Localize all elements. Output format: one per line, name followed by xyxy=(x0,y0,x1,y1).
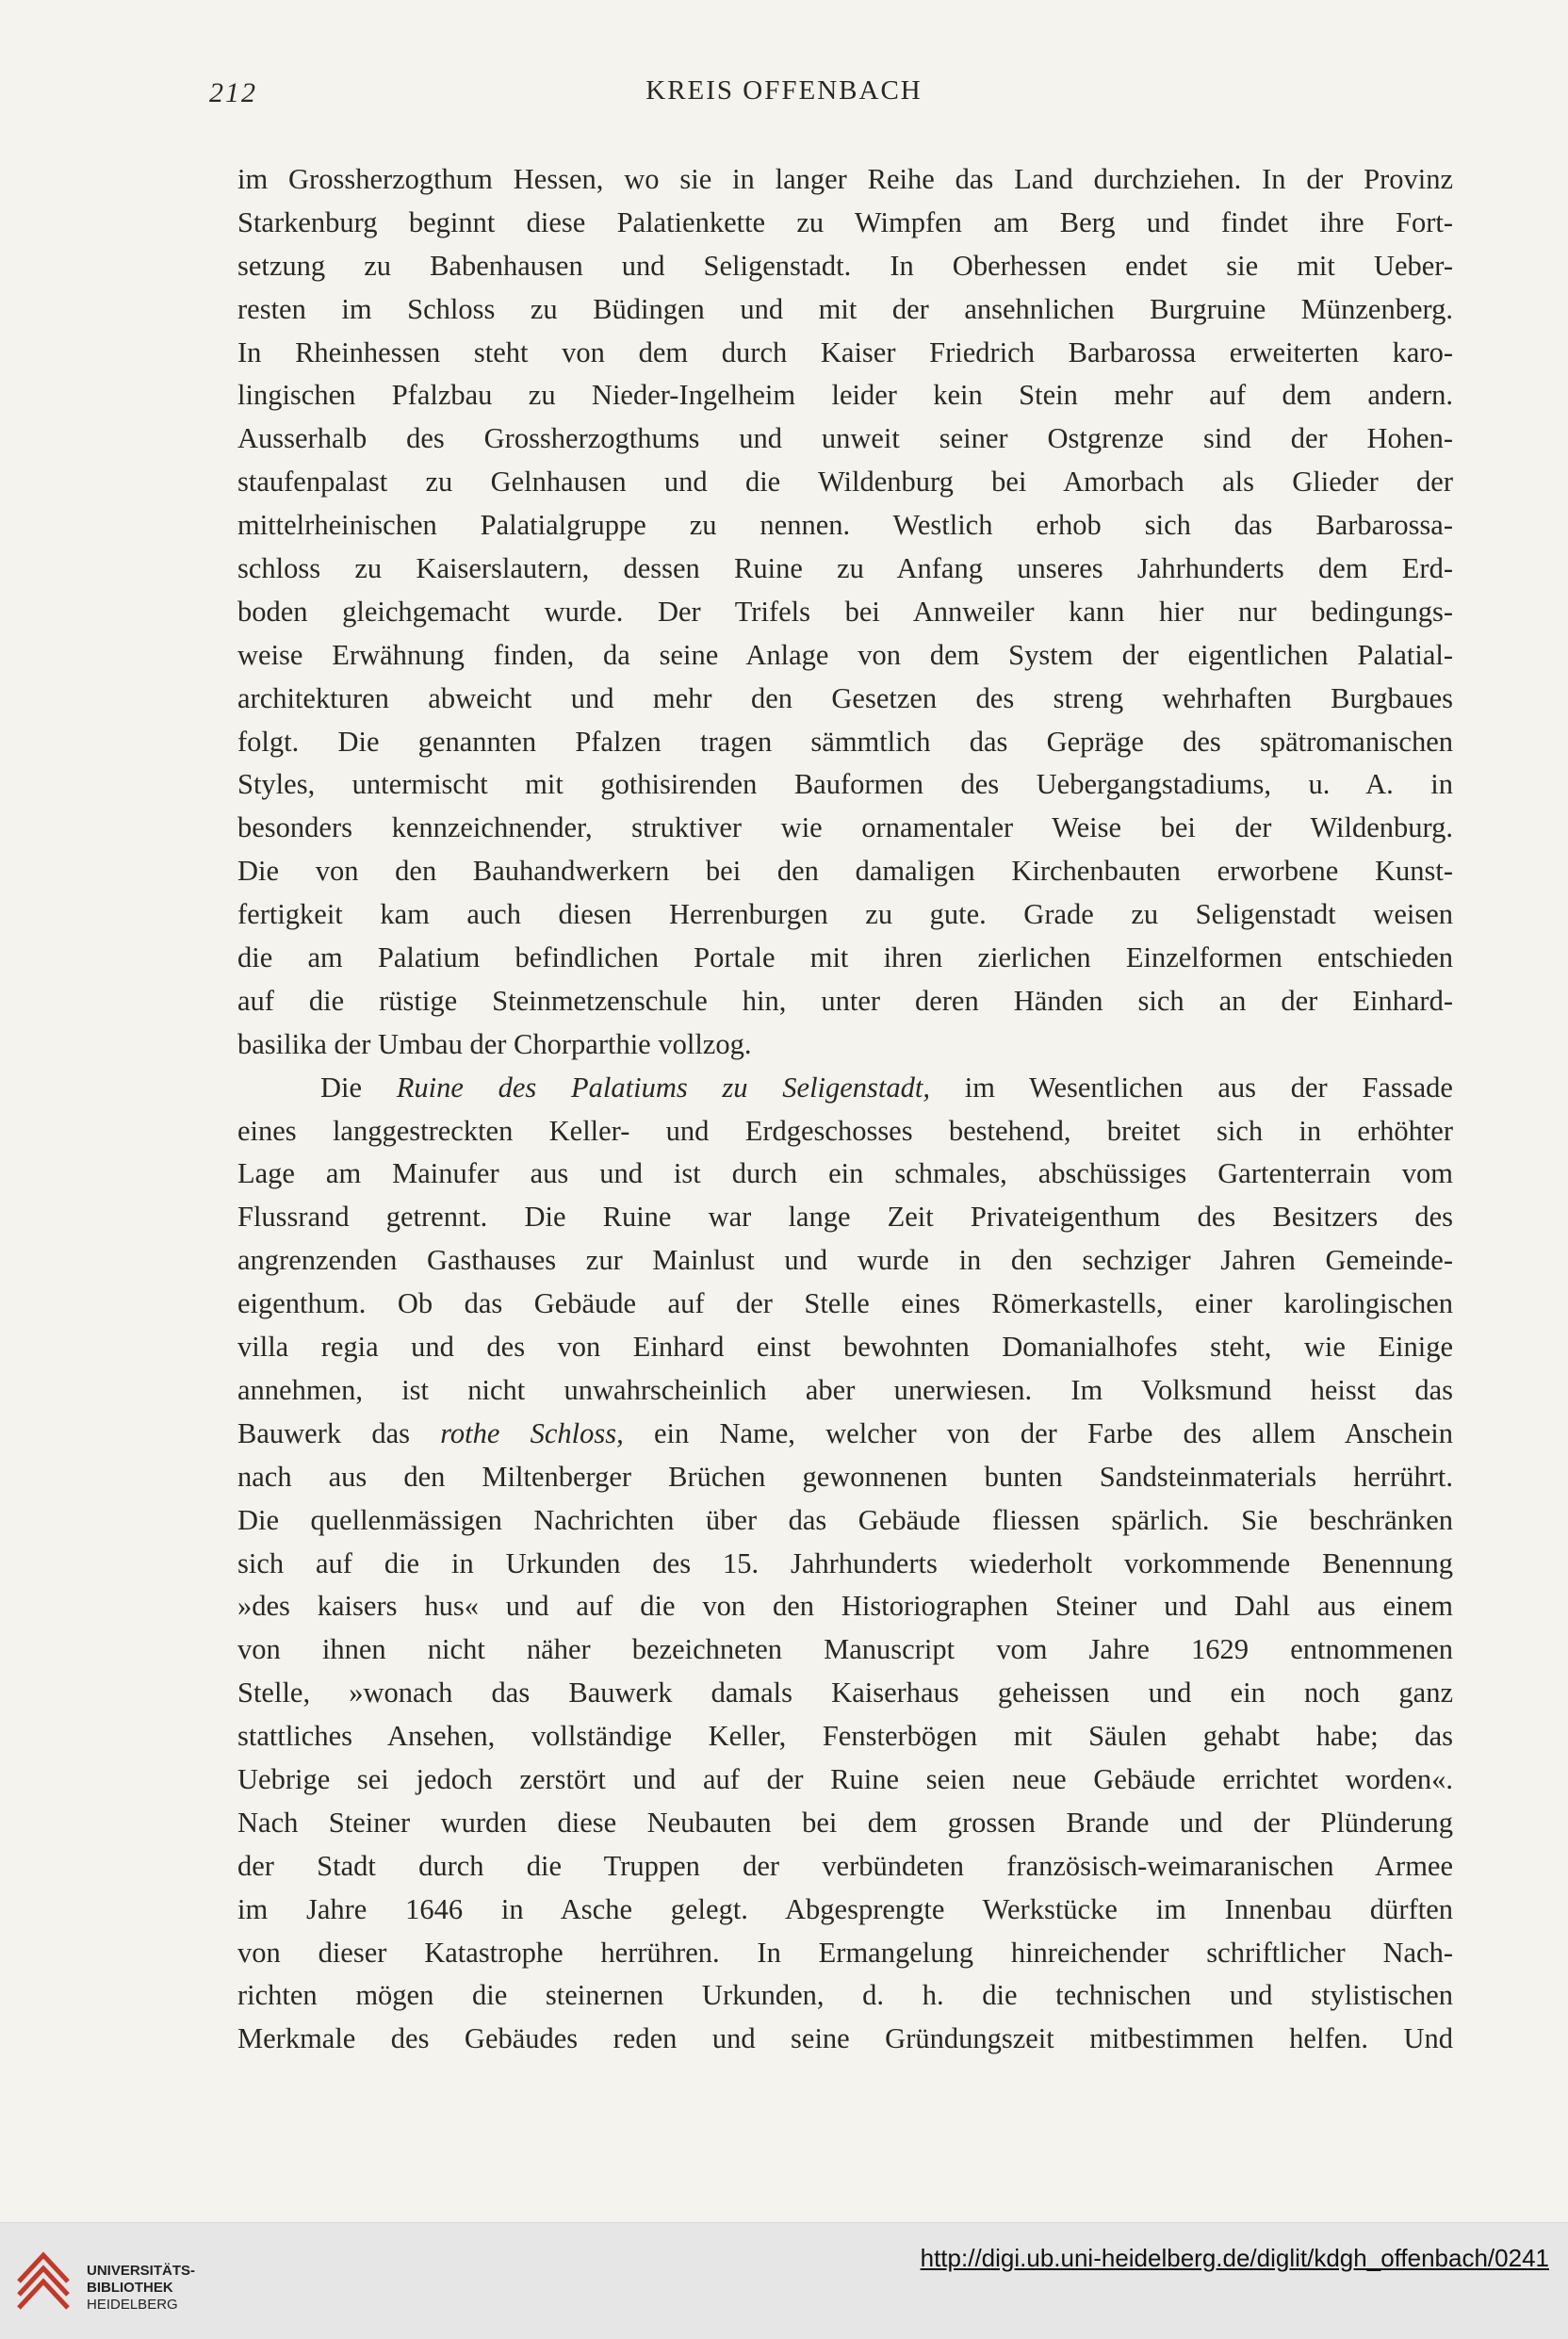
text-line: sich auf die in Urkunden des 15. Jahrhunderts wiederholt vorkommende Benennung xyxy=(237,1546,1453,1579)
text-line: resten im Schloss zu Büdingen und mit der ansehnlichen Burgruine Münzenberg. xyxy=(237,292,1453,325)
italic-title-ruine: Ruine des Palatiums zu Seligenstadt, xyxy=(396,1071,930,1104)
text-run: im Wesentlichen aus der Fassade xyxy=(930,1071,1453,1104)
text-line: Nach Steiner wurden diese Neubauten bei dem grossen Brande und der Plünderung xyxy=(237,1806,1453,1839)
italic-rothe-schloss: rothe Schloss, xyxy=(440,1416,624,1449)
text-line: von dieser Katastrophe herrühren. In Ermangelung hinreichender schriftlicher Nach- xyxy=(237,1936,1453,1969)
permalink-url[interactable]: http://digi.ub.uni-heidelberg.de/diglit/kdgh_offenbach/0241 xyxy=(920,2244,1549,2272)
text-line: Die von den Bauhandwerkern bei den damaligen Kirchenbauten erworbene Kunst- xyxy=(237,855,1453,888)
text-line: villa regia und des von Einhard einst bewohnten Domanialhofes steht, wie Einige xyxy=(237,1331,1453,1364)
logo-line: HEIDELBERG xyxy=(87,2297,178,2313)
text-line: folgt. Die genannten Pfalzen tragen sämmtlich das Gepräge des spätromanischen xyxy=(237,725,1453,758)
library-footer xyxy=(0,2222,1568,2339)
text-line: im Jahre 1646 in Asche gelegt. Abgesprengte Werkstücke im Innenbau dürften xyxy=(237,1892,1453,1925)
text-line: lingischen Pfalzbau zu Nieder-Ingelheim leider kein Stein mehr auf dem andern. xyxy=(237,379,1453,412)
body-text xyxy=(237,158,1453,2061)
text-line: auf die rüstige Steinmetzenschule hin, unter deren Händen sich an der Einhard- xyxy=(237,984,1453,1017)
text-run: ein Name, welcher von der Farbe des allem Anschein xyxy=(623,1416,1453,1449)
text-line: Merkmale des Gebäudes reden und seine Gründungszeit mitbestimmen helfen. Und xyxy=(237,2022,1453,2055)
text-line: annehmen, ist nicht unwahrscheinlich aber unerwiesen. Im Volksmund heisst das xyxy=(237,1373,1453,1406)
text-line: die am Palatium befindlichen Portale mit ihren zierlichen Einzelformen entschieden xyxy=(237,941,1453,974)
text-line: der Stadt durch die Truppen der verbündeten französisch-weimaranischen Armee xyxy=(237,1849,1453,1882)
text-line: In Rheinhessen steht von dem durch Kaiser Friedrich Barbarossa erweiterten karo- xyxy=(237,335,1453,368)
text-line: Lage am Mainufer aus und ist durch ein schmales, abschüssiges Gartenterrain vom xyxy=(237,1157,1453,1190)
page-number: 212 xyxy=(209,77,257,108)
text-line: architekturen abweicht und mehr den Gesetzen des streng wehrhaften Burgbaues xyxy=(237,681,1453,714)
text-line: im Grossherzogthum Hessen, wo sie in langer Reihe das Land durchziehen. In der Provinz xyxy=(237,163,1453,195)
text-line: schloss zu Kaiserslautern, dessen Ruine zu Anfang unseres Jahrhunderts dem Erd- xyxy=(237,552,1453,585)
text-line: boden gleichgemacht wurde. Der Trifels bei Annweiler kann hier nur bedingungs- xyxy=(237,595,1453,628)
text-line: »des kaisers hus« und auf die von den Historiographen Steiner und Dahl aus einem xyxy=(237,1590,1453,1623)
logo-line: BIBLIOTHEK xyxy=(87,2280,173,2296)
text-run: Die xyxy=(320,1071,397,1104)
text-line: fertigkeit kam auch diesen Herrenburgen zu gute. Grade zu Seligenstadt weisen xyxy=(237,898,1453,931)
text-line: mittelrheinischen Palatialgruppe zu nennen. Westlich erhob sich das Barbarossa- xyxy=(237,509,1453,542)
text-line: Styles, untermischt mit gothisirenden Bauformen des Uebergangstadiums, u. A. in xyxy=(237,768,1453,801)
text-line: Stelle, »wonach das Bauwerk damals Kaiserhaus geheissen und ein noch ganz xyxy=(237,1677,1453,1709)
library-logo-icon xyxy=(13,2244,74,2317)
text-line: richten mögen die steinernen Urkunden, d. h. die technischen und stylistischen xyxy=(237,1979,1453,2012)
logo-line: UNIVERSITÄTS- xyxy=(87,2263,196,2279)
running-head: KREIS OFFENBACH xyxy=(645,75,923,106)
text-line: Die quellenmässigen Nachrichten über das Gebäude fliessen spärlich. Sie beschränken xyxy=(237,1503,1453,1536)
paragraph-start-line xyxy=(237,1067,1453,1110)
text-line: von ihnen nicht näher bezeichneten Manuscript vom Jahre 1629 entnommenen xyxy=(237,1633,1453,1666)
text-line: weise Erwähnung finden, da seine Anlage von dem System der eigentlichen Palatial- xyxy=(237,638,1453,671)
text-run: Bauwerk das xyxy=(237,1416,441,1449)
text-line: angrenzenden Gasthauses zur Mainlust und wurde in den sechziger Jahren Gemeinde- xyxy=(237,1244,1453,1277)
text-line: basilika der Umbau der Chorparthie vollzog. xyxy=(237,1027,752,1060)
text-line: Flussrand getrennt. Die Ruine war lange Zeit Privateigenthum des Besitzers des xyxy=(237,1201,1453,1234)
text-line: eigenthum. Ob das Gebäude auf der Stelle eines Römerkastells, einer karolingischen xyxy=(237,1287,1453,1320)
library-logo-text xyxy=(87,2263,195,2314)
text-line: Ausserhalb des Grossherzogthums und unweit seiner Ostgrenze sind der Hohen- xyxy=(237,422,1453,455)
text-line: Uebrige sei jedoch zerstört und auf der Ruine seien neue Gebäude errichtet worden«. xyxy=(237,1762,1453,1795)
text-line: Starkenburg beginnt diese Palatienkette zu Wimpfen am Berg und findet ihre Fort- xyxy=(237,205,1453,238)
text-line: stattliches Ansehen, vollständige Keller, Fensterbögen mit Säulen gehabt habe; das xyxy=(237,1720,1453,1753)
text-line: besonders kennzeichnender, struktiver wie ornamentaler Weise bei der Wildenburg. xyxy=(237,811,1453,844)
text-line: setzung zu Babenhausen und Seligenstadt. In Oberhessen endet sie mit Ueber- xyxy=(237,249,1453,282)
text-line xyxy=(237,1413,1453,1456)
text-line: nach aus den Miltenberger Brüchen gewonnenen bunten Sandsteinmaterials herrührt. xyxy=(237,1460,1453,1493)
text-line: eines langgestreckten Keller- und Erdgeschosses bestehend, breitet sich in erhöhter xyxy=(237,1114,1453,1147)
text-line: staufenpalast zu Gelnhausen und die Wildenburg bei Amorbach als Glieder der xyxy=(237,466,1453,499)
